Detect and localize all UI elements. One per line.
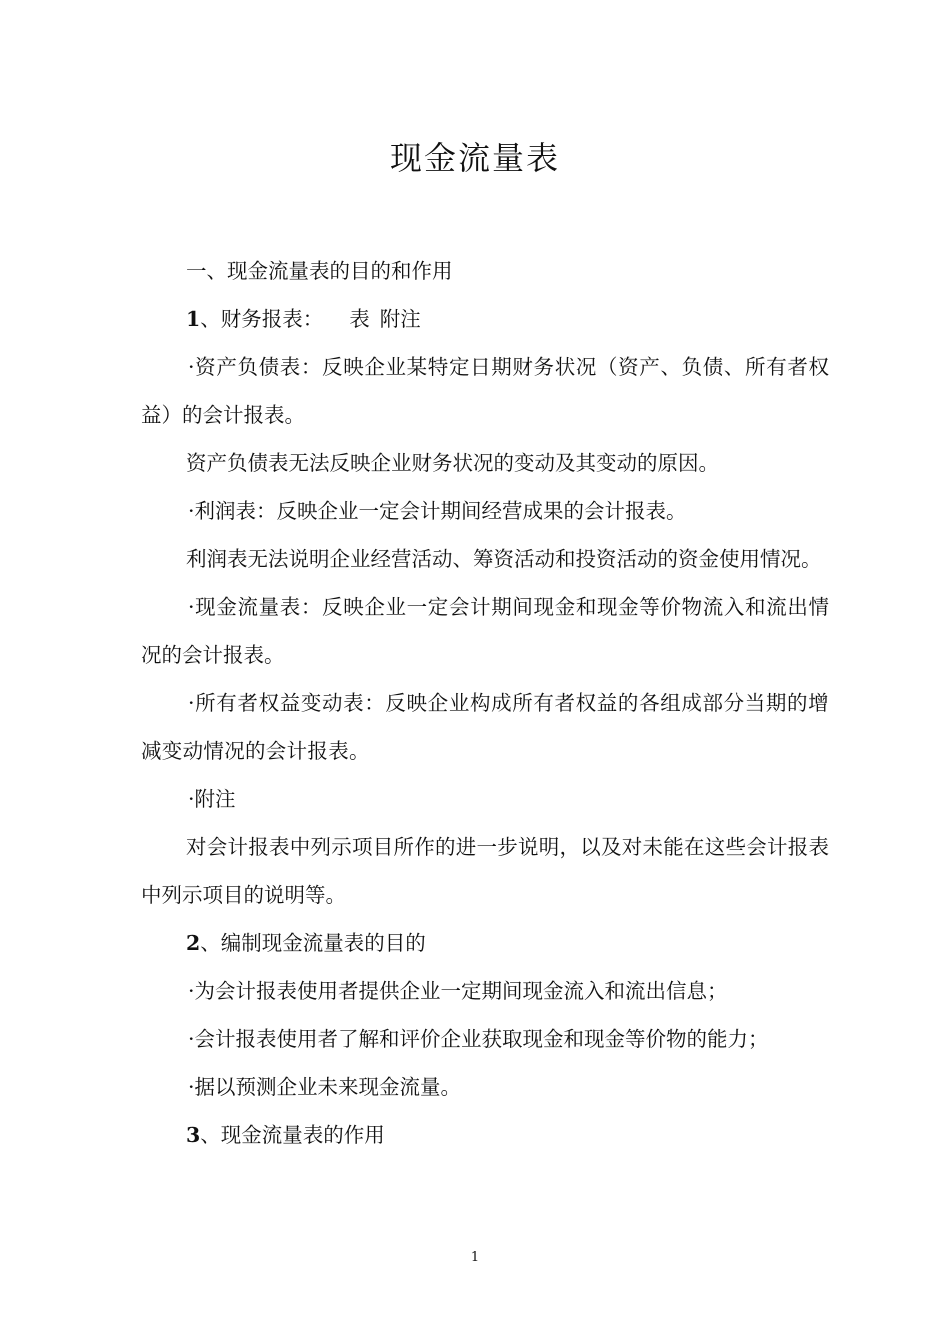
income-statement-paragraph: ·利润表：反映企业一定会计期间经营成果的会计报表。 — [188, 499, 687, 523]
item-3-number: 3 — [186, 1123, 201, 1147]
notes-title: ·附注 — [188, 787, 236, 811]
equity-statement-paragraph: ·所有者权益变动表：反映企业构成所有者权益的各组成部分当期的增减变动情况的会计报表。 — [141, 691, 829, 763]
item-1-number: 1 — [186, 307, 201, 331]
item-1-term-b: 附注 — [379, 307, 421, 331]
page-title: 现金流量表 — [389, 139, 560, 177]
item-2-heading — [141, 919, 829, 967]
page-number: 1 — [470, 1250, 480, 1265]
section-heading-1: 一、现金流量表的目的和作用 — [186, 259, 453, 283]
item-3-label: 、现金流量表的作用 — [200, 1123, 385, 1147]
document-body — [141, 247, 829, 1159]
notes-paragraph: 对会计报表中列示项目所作的进一步说明，以及对未能在这些会计报表中列示项目的说明等。 — [141, 835, 829, 907]
item-2-bullet-1: ·为会计报表使用者提供企业一定期间现金流入和流出信息； — [188, 979, 728, 1003]
income-statement-limitation: 利润表无法说明企业经营活动、筹资活动和投资活动的资金使用情况。 — [186, 547, 822, 571]
item-2-label: 、编制现金流量表的目的 — [200, 931, 426, 955]
item-2-number: 2 — [186, 931, 201, 955]
item-1-term-a: 表 — [349, 307, 370, 331]
balance-sheet-paragraph: ·资产负债表：反映企业某特定日期财务状况（资产、负债、所有者权益）的会计报表。 — [141, 355, 829, 427]
cash-flow-statement-paragraph: ·现金流量表：反映企业一定会计期间现金和现金等价物流入和流出情况的会计报表。 — [141, 595, 829, 667]
item-2-bullet-3: ·据以预测企业未来现金流量。 — [188, 1075, 462, 1099]
balance-sheet-limitation: 资产负债表无法反映企业财务状况的变动及其变动的原因。 — [186, 451, 719, 475]
item-1-heading — [141, 295, 829, 343]
item-1-label: 、财务报表： — [200, 307, 324, 331]
item-2-bullet-2: ·会计报表使用者了解和评价企业获取现金和现金等价物的能力； — [188, 1027, 769, 1051]
item-3-heading — [141, 1111, 829, 1159]
